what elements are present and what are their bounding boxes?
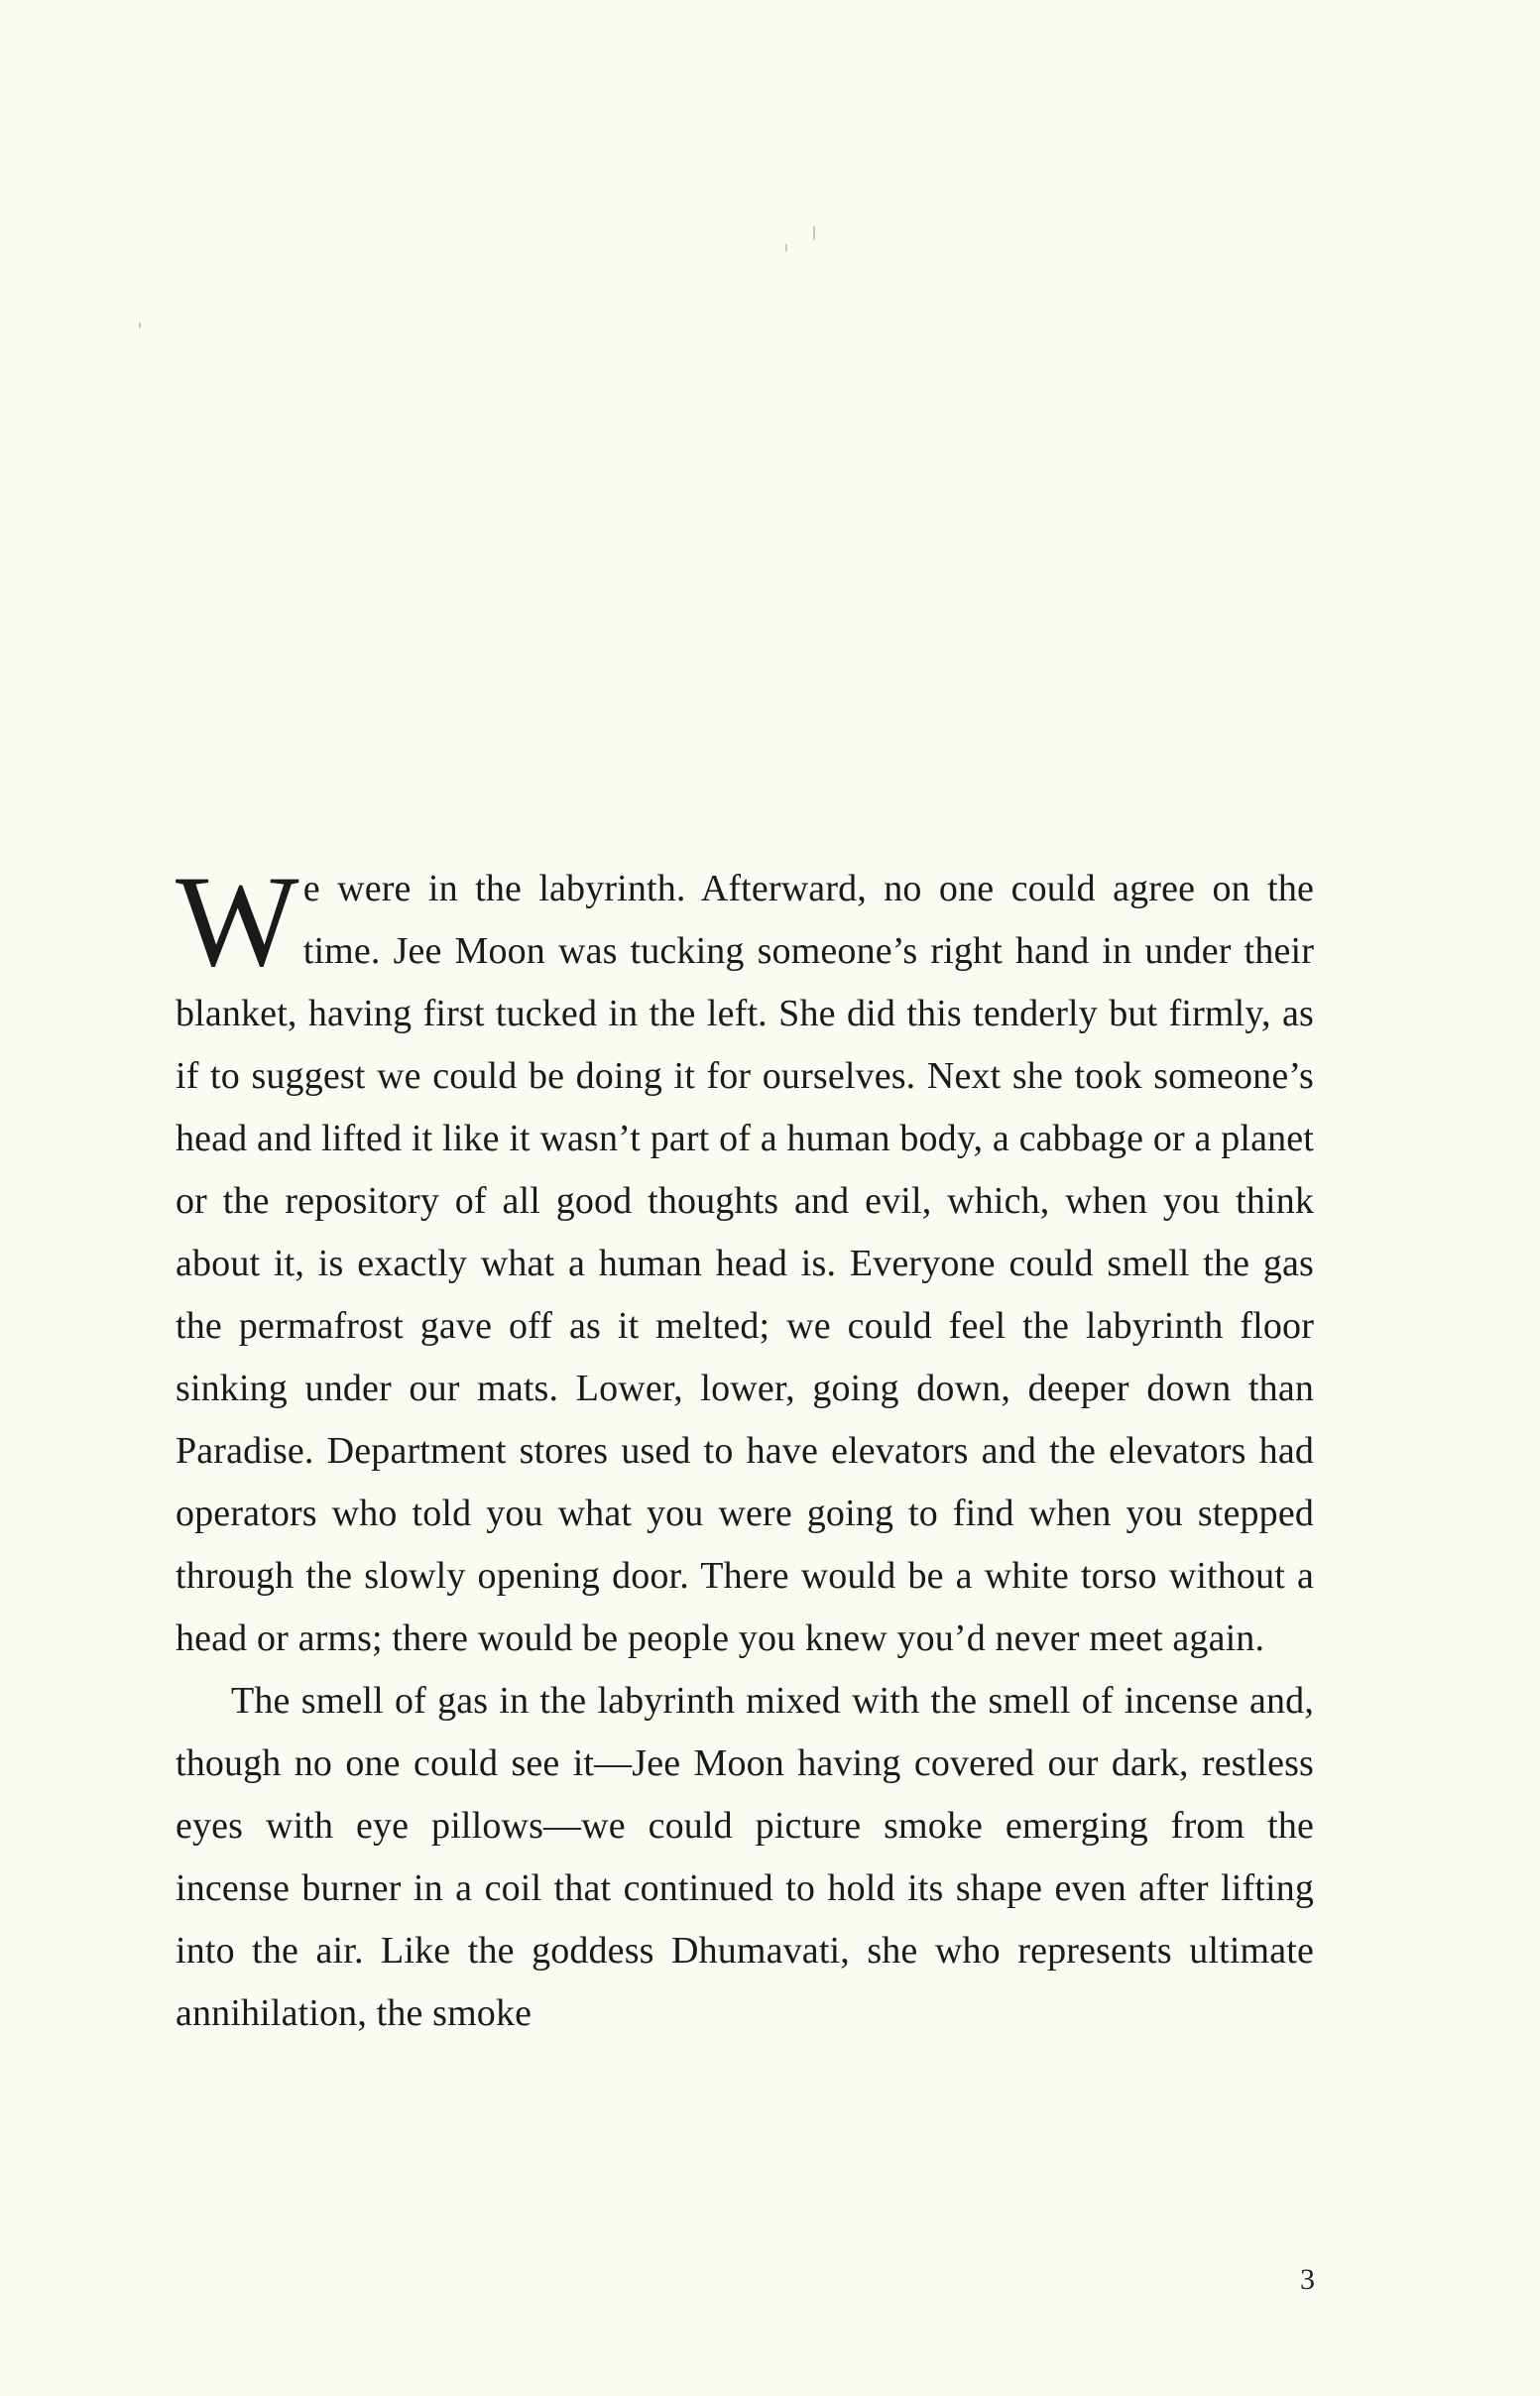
page-number: 3 [1300, 2263, 1315, 2296]
paragraph-1 [176, 848, 1314, 1670]
body-text [176, 848, 1314, 2045]
drop-cap: W [176, 848, 299, 994]
paper-speck [785, 244, 787, 252]
paragraph-1-text: e were in the labyrinth. Afterward, no one could agree on the time. Jee Moon was tucking someone’s right hand in under their blanket, having first tucked in the left. She did this tenderly but firmly, as if to suggest we could be doing it for ourselves. Next she took someone’s head and lifted it like it wasn’t part of a human body, a cabbage or a planet or the repository of all good thoughts and evil, which, when you think about it, is exactly what a human head is. Everyone could smell the gas the permafrost gave off as it melted; we could feel the labyrinth floor sinking under our mats. Lower, lower, going down, deeper down than Paradise. Department stores used to have elevators and the elevators had operators who told you what you were going to find when you stepped through the slowly opening door. There would be a white torso without a head or arms; there would be people you knew you’d never meet again. [176, 868, 1314, 1659]
paper-speck [813, 226, 815, 240]
paragraph-2: The smell of gas in the labyrinth mixed with the smell of incense and, though no one could see it—Jee Moon having covered our dark, restless eyes with eye pillows—we could picture smoke emerging from the incense burner in a coil that continued to hold its shape even after lifting into the air. Like the goddess Dhumavati, she who represents ultimate annihilation, the smoke [176, 1680, 1314, 2034]
paper-speck [139, 322, 141, 328]
